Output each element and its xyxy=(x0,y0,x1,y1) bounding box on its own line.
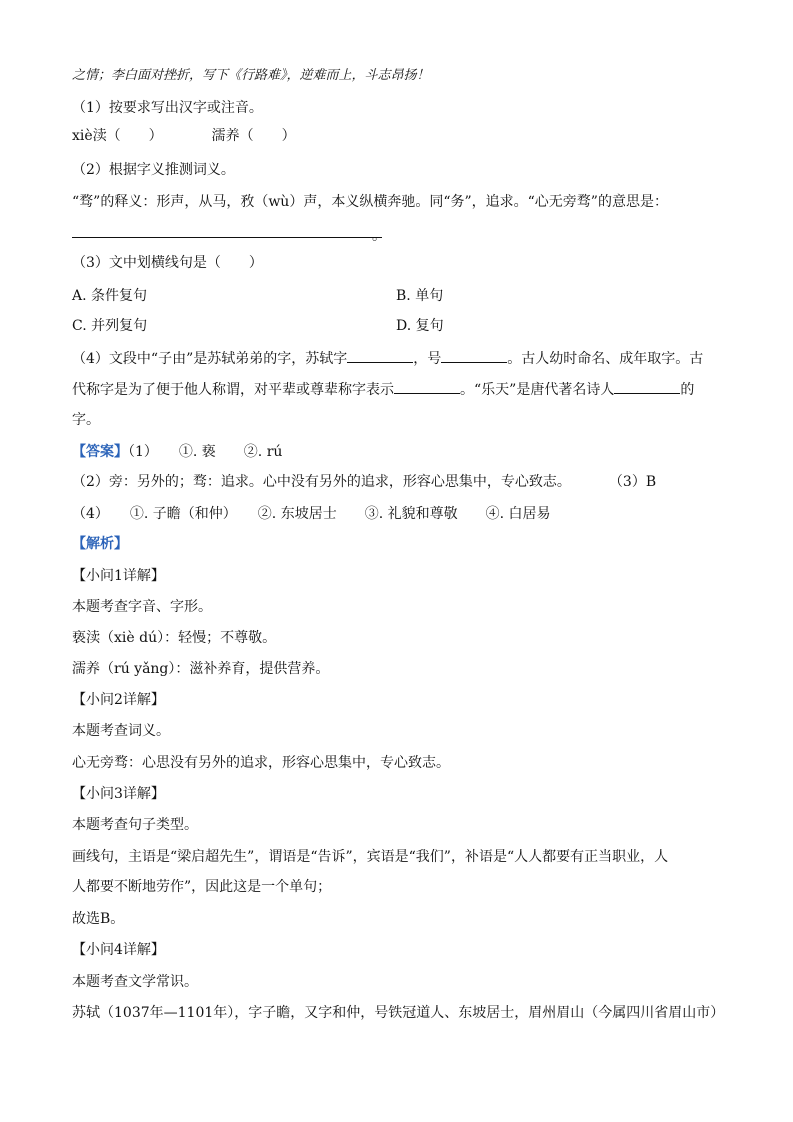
s1-title: 【小问1详解】 xyxy=(72,568,165,584)
q4-line-1-b: ，号 xyxy=(413,351,442,367)
answer-3: （3）B xyxy=(608,474,657,490)
q4-line-2 xyxy=(72,379,694,400)
s4-title: 【小问4详解】 xyxy=(72,942,165,958)
q1-item-2: 濡养（ ） xyxy=(211,128,296,144)
q4-line-2-b: 。“乐天”是唐代著名诗人 xyxy=(460,382,615,398)
s4-line-2: 苏轼（1037年—1101年），字子瞻，又字和仲，号铁冠道人、东坡居士，眉州眉山（今属四川省眉山市） xyxy=(72,1005,725,1021)
q4-blank-3[interactable] xyxy=(394,379,460,394)
q3-prompt: （3）文中划横线句是（ ） xyxy=(72,255,263,271)
q3-option-a: A. 条件复句 xyxy=(72,288,148,304)
q2-prompt: （2）根据字义推测词义。 xyxy=(72,162,235,178)
analysis-label: 【解析】 xyxy=(72,536,128,552)
q4-line-2-a: 代称字是为了便于他人称谓，对平辈或尊辈称字表示 xyxy=(72,382,394,398)
answer-4: （4） ①. 子瞻（和仲） ②. 东坡居士 ③. 礼貌和尊敬 ④. 白居易 xyxy=(72,506,551,522)
q3-option-d: D. 复句 xyxy=(396,318,444,334)
q4-line-2-end: 的 xyxy=(680,382,695,398)
q4-line-1 xyxy=(72,348,703,369)
s4-line-1: 本题考查文学常识。 xyxy=(72,974,198,990)
answer-1: （1） ①. 亵 ②. rú xyxy=(128,444,283,460)
intro-line: 之情；李白面对挫折，写下《行路难》，逆难而上，斗志昂扬！ xyxy=(72,68,430,83)
s3-line-2: 画线句，主语是“梁启超先生”，谓语是“告诉”，宾语是“我们”，补语是“人人都要有正当职业，人 xyxy=(72,849,669,865)
q1-prompt: （1）按要求写出汉字或注音。 xyxy=(72,100,263,116)
s2-title: 【小问2详解】 xyxy=(72,692,165,708)
q4-blank-4[interactable] xyxy=(614,379,680,394)
answer-line-1 xyxy=(72,442,733,462)
s2-line-2: 心无旁骛：心思没有另外的追求，形容心思集中，专心致志。 xyxy=(72,755,450,771)
q4-line-1-a: （4）文段中“子由”是苏轼弟弟的字，苏轼字 xyxy=(72,351,348,367)
s3-line-1: 本题考查句子类型。 xyxy=(72,817,198,833)
answer-label: 【答案】 xyxy=(72,444,128,460)
q3-option-c: C. 并列复句 xyxy=(72,318,148,334)
answer-2: （2）旁：另外的；骛：追求。心中没有另外的追求，形容心思集中，专心致志。 xyxy=(72,474,571,490)
answer-line-2 xyxy=(72,472,733,492)
q2-text: “骛”的释义：形声，从马，敄（wù）声，本义纵横奔驰。同“务”，追求。“心无旁骛”的意思是： xyxy=(72,194,668,210)
s3-line-3: 人都要不断地劳作”，因此这是一个单句； xyxy=(72,879,332,895)
q4-blank-1[interactable] xyxy=(347,348,413,363)
q4-blank-2[interactable] xyxy=(441,348,507,363)
q1-item-1: xiè渎（ ） xyxy=(72,128,163,144)
q1-items xyxy=(72,126,733,146)
s1-line-1: 本题考查字音、字形。 xyxy=(72,599,212,615)
s3-title: 【小问3详解】 xyxy=(72,786,165,802)
s3-line-4: 故选B。 xyxy=(72,911,125,927)
q2-answer-blank[interactable] xyxy=(72,225,382,238)
q4-line-3: 字。 xyxy=(72,412,100,428)
s1-line-2: 亵渎（xiè dú）：轻慢；不尊敬。 xyxy=(72,630,277,646)
q3-option-b: B. 单句 xyxy=(396,288,444,304)
s2-line-1: 本题考查词义。 xyxy=(72,723,170,739)
s1-line-3: 濡养（rú yǎng）：滋补养育，提供营养。 xyxy=(72,661,330,677)
q2-end: 。 xyxy=(372,228,386,244)
q4-line-1-c: 。古人幼时命名、成年取字。古 xyxy=(507,351,704,367)
